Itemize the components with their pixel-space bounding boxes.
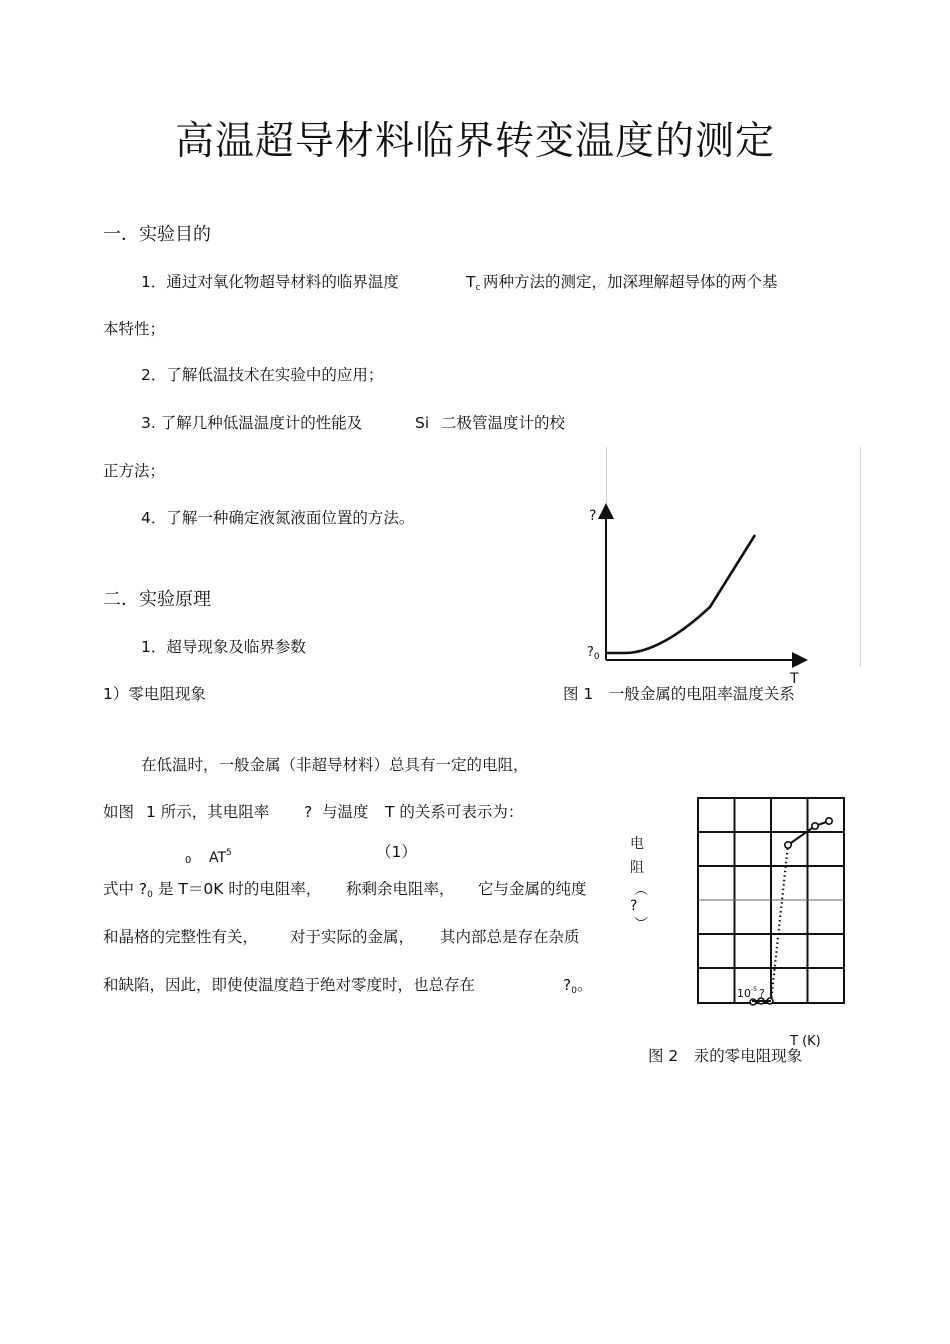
item1-text-b: 两种方法的测定，加深理解超导体的两个基: [483, 273, 778, 291]
paragraph-line-4c: 其内部总是存在杂质: [440, 928, 580, 946]
figure1-y0-label: $?_0$: [587, 645, 600, 662]
paragraph-line-2d: 与温度: [322, 803, 369, 821]
figure1-plot: [570, 495, 810, 695]
paragraph-line-4b: 对于实际的金属，: [290, 928, 415, 946]
item1-tc: $T_c$: [466, 273, 481, 293]
page-title: 高温超导材料临界转变温度的测定: [174, 119, 775, 164]
figure1-curve: [606, 535, 755, 653]
figure1-caption: 图 1 一般金属的电阻率温度关系: [563, 685, 795, 703]
equation-number: （1）: [376, 843, 417, 861]
paragraph-line-2a: 如图: [103, 803, 135, 821]
paragraph-line-3c: 称剩余电阻率，: [346, 880, 455, 898]
equation-sub: 0: [185, 855, 192, 866]
item4-text: 4．了解一种确定液氮液面位置的方法。: [141, 509, 415, 527]
figure2-plot: [697, 797, 847, 1007]
item1-text-a: 1．通过对氧化物超导材料的临界温度: [141, 273, 399, 291]
item2-text: 2．了解低温技术在实验中的应用；: [141, 366, 384, 384]
paragraph-line-4a: 和晶格的完整性有关，: [103, 928, 259, 946]
paragraph-line-3a: 式中 $?_0$: [103, 880, 153, 900]
paragraph-line-1: 在低温时，一般金属（非超导材料）总具有一定的电阻，: [141, 756, 529, 774]
figure2-x-label: T (K): [790, 1034, 821, 1049]
figure1-x-label: T: [790, 671, 799, 687]
item1-continuation: 本特性；: [103, 320, 166, 338]
paragraph-line-2b: 1 所示，其电阻率: [146, 803, 270, 821]
paragraph-line-2c: ?: [304, 803, 313, 821]
paragraph-line-5a: 和缺陷，因此，即使使温度趋于绝对零度时，也总存在: [103, 976, 476, 994]
subsubsection-heading: 1）零电阻现象: [103, 685, 206, 703]
figure1-frame-right: [860, 447, 861, 667]
paragraph-line-2e: T 的关系可表示为：: [385, 803, 524, 821]
paragraph-line-5b: $?_0$。: [563, 976, 593, 996]
item3-text-a: 3. 了解几种低温温度计的性能及: [141, 414, 363, 432]
equation: $AT^5$: [209, 848, 232, 866]
subsection-heading: 1．超导现象及临界参数: [141, 638, 306, 656]
paragraph-line-3d: 它与金属的纯度: [478, 880, 587, 898]
section2-heading: 二．实验原理: [103, 589, 211, 610]
figure2-tick-label: $10^{-5}$ ?: [737, 986, 765, 1000]
figure2-caption: 图 2 汞的零电阻现象: [648, 1047, 803, 1065]
item3-si: Si: [415, 414, 430, 432]
figure2-y-label: 电 阻 （ ? ）: [630, 836, 648, 930]
item3-continuation: 正方法；: [103, 462, 166, 480]
item3-text-b: 二极管温度计的校: [441, 414, 566, 432]
figure1-y-label: ?: [589, 508, 597, 524]
section1-heading: 一．实验目的: [103, 224, 211, 245]
paragraph-line-3b: 是 T＝0K 时的电阻率，: [158, 880, 322, 898]
figure2-transition-line: [771, 845, 788, 1002]
